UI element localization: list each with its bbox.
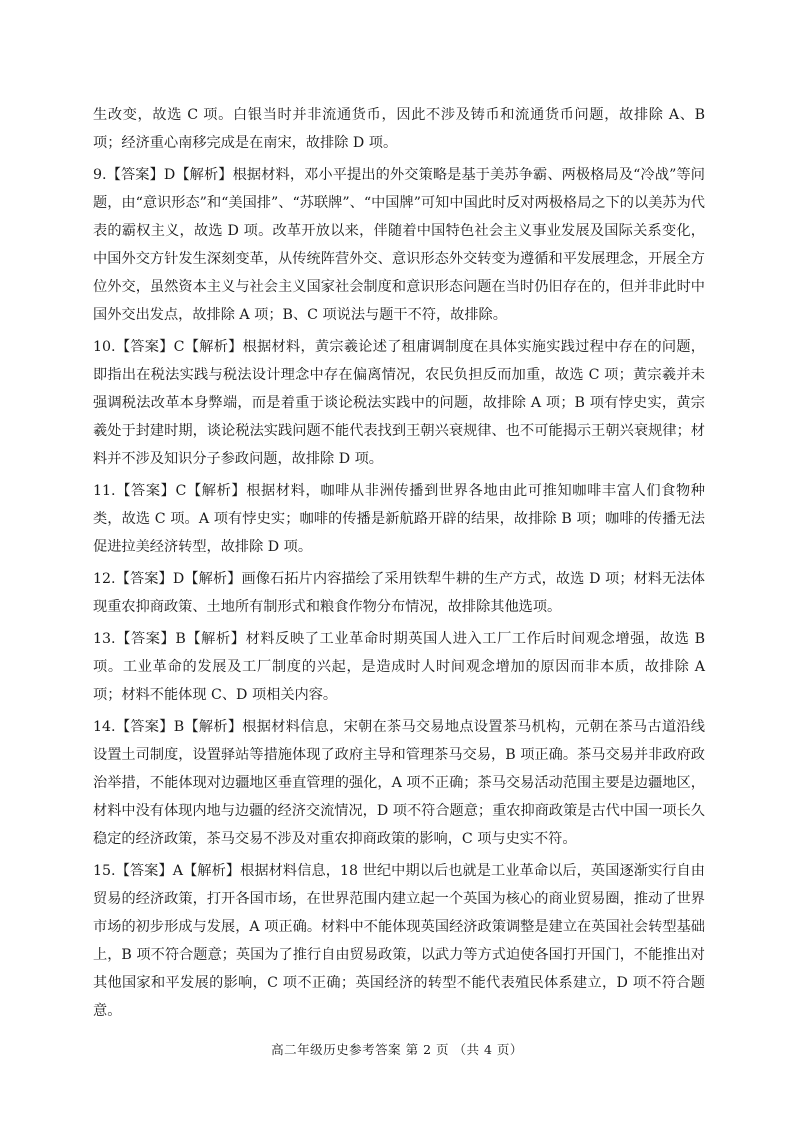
paragraph-continuation: 生改变，故选 C 项。白银当时并非流通货币，因此不涉及铸币和流通货币问题，故排除 A、B 项；经济重心南移完成是在南宋，故排除 D 项。 [93,107,705,151]
answer-13: 13.【答案】B【解析】材料反映了工业革命时期英国人进入工厂工作后时间观念增强，故选 B 项。工业革命的发展及工厂制度的兴起，是造成时人时间观念增加的原因而非本质，故排除 A 项；材料不能体现 C、D 项相关内容。 [93,631,705,703]
answer-content [93,101,705,1029]
answer-9: 9.【答案】D【解析】根据材料，邓小平提出的外交策略是基于美苏争霸、两极格局及“冷战”等问题，由“意识形态”和“美国排”、“苏联牌”、“中国牌”可知中国此时反对两极格局之下的以美苏为代表的霸权主义，故选 D 项。改革开放以来，伴随着中国特色社会主义事业发展及国际关系变化，中国外交方针发生深刻变革，从传统阵营外交、意识形态外交转变为遵循和平发展理念，开展全方位外交，虽然资本主义与社会主义国家社会制度和意识形态问题在当时仍旧存在的，但并非此时中国外交出发点，故排除 A 项；B、C 项说法与题干不符，故排除。 [93,167,705,323]
answer-10: 10.【答案】C【解析】根据材料，黄宗羲论述了租庸调制度在具体实施实践过程中存在的问题，即指出在税法实践与税法设计理念中存在偏离情况，农民负担反而加重，故选 C 项；黄宗羲并未强调税法改革本身弊端，而是着重于谈论税法实践中的问题，故排除 A 项；B 项有悖史实，黄宗羲处于封建时期，谈论税法实践问题不能代表找到王朝兴衰规律、也不可能揭示王朝兴衰规律；材料并不涉及知识分子参政问题，故排除 D 项。 [93,339,705,467]
answer-15: 15.【答案】A【解析】根据材料信息，18 世纪中期以后也就是工业革命以后，英国逐渐实行自由贸易的经济政策，打开各国市场，在世界范围内建立起一个英国为核心的商业贸易圈，推动了世界市场的初步形成与发展，A 项正确。材料中不能体现英国经济政策调整是建立在英国社会转型基础上，B 项不符合题意；英国为了推行自由贸易政策，以武力等方式迫使各国打开国门，不能推出对其他国家和平发展的影响，C 项不正确；英国经济的转型不能代表殖民体系建立，D 项不符合题意。 [93,863,705,1019]
answer-14: 14.【答案】B【解析】根据材料信息，宋朝在茶马交易地点设置茶马机构，元朝在茶马古道沿线设置土司制度，设置驿站等措施体现了政府主导和管理茶马交易，B 项正确。茶马交易并非政府政治举措，不能体现对边疆地区垂直管理的强化，A 项不正确；茶马交易活动范围主要是边疆地区，材料中没有体现内地与边疆的经济交流情况，D 项不符合题意；重农抑商政策是古代中国一项长久稳定的经济政策，茶马交易不涉及对重农抑商政策的影响，C 项与史实不符。 [93,719,705,847]
page-footer: 高二年级历史参考答案 第 2 页 （共 4 页） [271,1042,523,1057]
answer-12: 12.【答案】D【解析】画像石拓片内容描绘了采用铁犁牛耕的生产方式，故选 D 项；材料无法体现重农抑商政策、土地所有制形式和粮食作物分布情况，故排除其他选项。 [93,571,705,615]
answer-11: 11.【答案】C【解析】根据材料，咖啡从非洲传播到世界各地由此可推知咖啡丰富人们食物种类，故选 C 项。A 项有悖史实；咖啡的传播是新航路开辟的结果，故排除 B 项；咖啡的传播无法促进拉美经济转型，故排除 D 项。 [93,483,705,555]
